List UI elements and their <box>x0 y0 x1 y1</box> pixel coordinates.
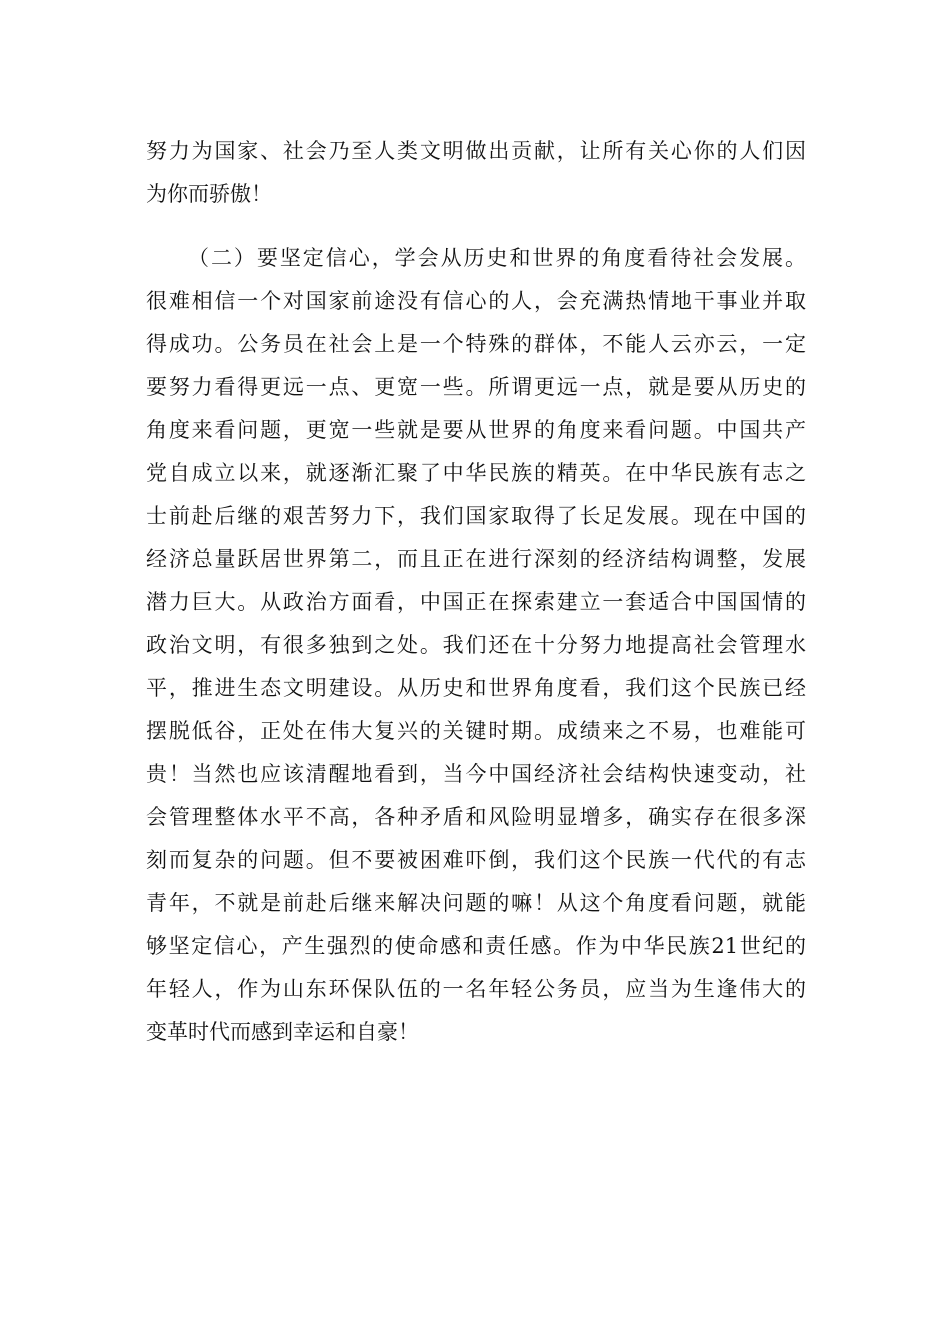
text-line: 政治文明，有很多独到之处。我们还在十分努力地提高社会管理水 <box>146 633 806 657</box>
text-line: 士前赴后继的艰苦努力下，我们国家取得了长足发展。现在中国的 <box>146 504 806 528</box>
text-line: 摆脱低谷，正处在伟大复兴的关键时期。成绩来之不易，也难能可 <box>146 719 806 743</box>
section-heading-line: （二）要坚定信心，学会从历史和世界的角度看待社会发展。 <box>188 246 806 270</box>
text-line: 够坚定信心，产生强烈的使命感和责任感。作为中华民族21世纪的 <box>146 934 806 958</box>
text-line: 党自成立以来，就逐渐汇聚了中华民族的精英。在中华民族有志之 <box>146 461 806 485</box>
text-line: 会管理整体水平不高，各种矛盾和风险明显增多，确实存在很多深 <box>146 805 806 829</box>
paragraph-1 <box>146 130 806 216</box>
text-line: 年轻人，作为山东环保队伍的一名年轻公务员，应当为生逢伟大的 <box>146 977 806 1001</box>
text-line: 角度来看问题，更宽一些就是要从世界的角度来看问题。中国共产 <box>146 418 806 442</box>
text-line: 贵！当然也应该清醒地看到，当今中国经济社会结构快速变动，社 <box>146 762 806 786</box>
text-line: 平，推进生态文明建设。从历史和世界角度看，我们这个民族已经 <box>146 676 806 700</box>
text-line: 努力为国家、社会乃至人类文明做出贡献，让所有关心你的人们因 <box>146 139 806 163</box>
text-line: 刻而复杂的问题。但不要被困难吓倒，我们这个民族一代代的有志 <box>146 848 806 872</box>
text-line: 为你而骄傲！ <box>146 182 272 206</box>
text-line: 潜力巨大。从政治方面看，中国正在探索建立一套适合中国国情的 <box>146 590 806 614</box>
text-line: 变革时代而感到幸运和自豪！ <box>146 1020 419 1044</box>
text-line: 要努力看得更远一点、更宽一些。所谓更远一点，就是要从历史的 <box>146 375 806 399</box>
text-line: 得成功。公务员在社会上是一个特殊的群体，不能人云亦云，一定 <box>146 332 806 356</box>
text-line: 青年，不就是前赴后继来解决问题的嘛！从这个角度看问题，就能 <box>146 891 806 915</box>
text-line: 很难相信一个对国家前途没有信心的人，会充满热情地干事业并取 <box>146 289 806 313</box>
paragraph-2 <box>146 237 806 1054</box>
text-line: 经济总量跃居世界第二，而且正在进行深刻的经济结构调整，发展 <box>146 547 806 571</box>
